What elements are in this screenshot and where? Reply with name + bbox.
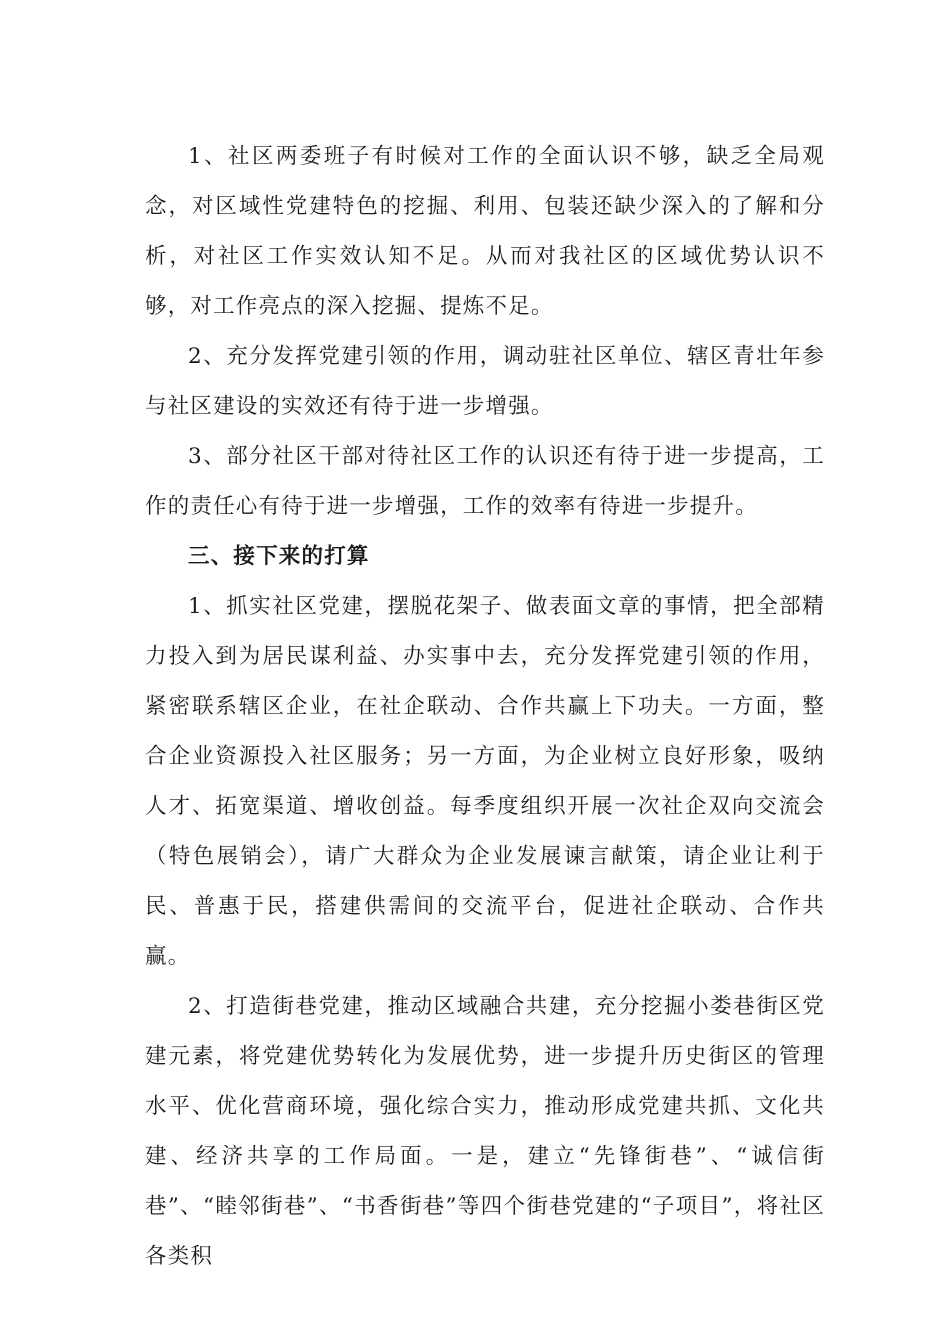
- document-body: [145, 132, 825, 1282]
- section-heading: 三、接下来的打算: [188, 544, 370, 569]
- paragraph-problem-3: 3、部分社区干部对待社区工作的认识还有待于进一步提高，工作的责任心有待于进一步增强，工作的效率有待进一步提升。: [145, 444, 825, 519]
- paragraph-problem-2: 2、充分发挥党建引领的作用，调动驻社区单位、辖区青壮年参与社区建设的实效还有待于进一步增强。: [145, 344, 825, 419]
- paragraph-plan-2: 2、打造街巷党建，推动区域融合共建，充分挖掘小娄巷街区党建元素，将党建优势转化为发展优势，进一步提升历史街区的管理水平、优化营商环境，强化综合实力，推动形成党建共抓、文化共建、经济共享的工作局面。一是，建立“先锋街巷”、“诚信街巷”、“睦邻街巷”、“书香街巷”等四个街巷党建的“子项目”，将社区各类积: [145, 994, 825, 1269]
- paragraph-problem-1: 1、社区两委班子有时候对工作的全面认识不够，缺乏全局观念，对区域性党建特色的挖掘、利用、包装还缺少深入的了解和分析，对社区工作实效认知不足。从而对我社区的区域优势认识不够，对工作亮点的深入挖掘、提炼不足。: [145, 144, 825, 319]
- paragraph-plan-1: 1、抓实社区党建，摆脱花架子、做表面文章的事情，把全部精力投入到为居民谋利益、办实事中去，充分发挥党建引领的作用，紧密联系辖区企业，在社企联动、合作共赢上下功夫。一方面，整合企业资源投入社区服务；另一方面，为企业树立良好形象，吸纳人才、拓宽渠道、增收创益。每季度组织开展一次社企双向交流会（特色展销会），请广大群众为企业发展谏言献策，请企业让利于民、普惠于民，搭建供需间的交流平台，促进社企联动、合作共赢。: [145, 594, 825, 969]
